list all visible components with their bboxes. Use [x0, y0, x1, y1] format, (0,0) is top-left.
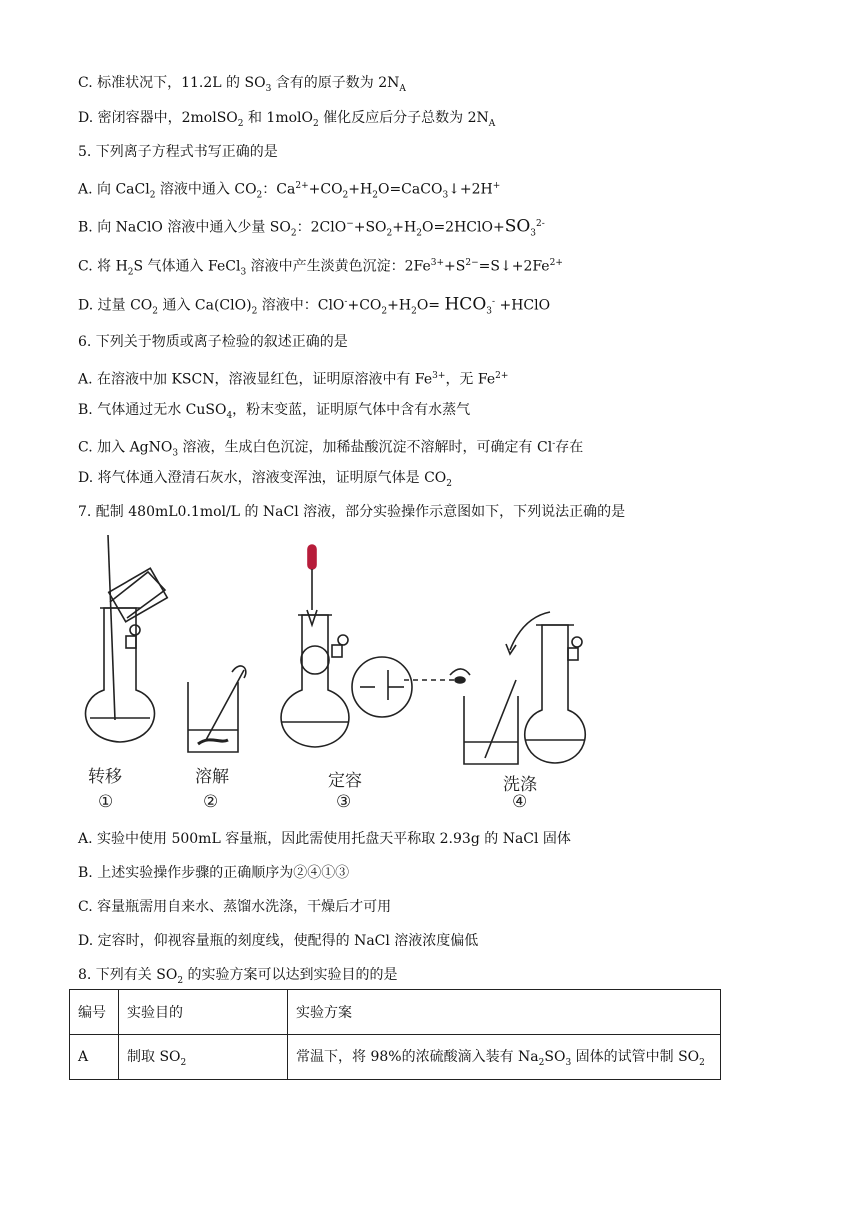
text-fragment: 的实验方案可以达到实验目的的是	[183, 967, 398, 983]
text-fragment: ：Ca	[262, 181, 296, 198]
flask-transfer	[86, 535, 168, 742]
text-line-b7	[78, 863, 349, 883]
text-fragment: 通入 Ca(ClO)	[158, 297, 252, 314]
text-fragment: 3	[530, 228, 537, 239]
text-fragment: +S	[444, 258, 466, 275]
text-fragment: C. 将 H	[78, 258, 128, 275]
text-fragment: 2	[313, 118, 319, 129]
text-fragment: −	[346, 219, 354, 229]
text-fragment: 溶液中产生淡黄色沉淀：2Fe	[246, 258, 431, 275]
text-fragment: 2	[127, 267, 134, 278]
text-fragment: 和 1molO	[243, 110, 313, 126]
step-number: ②	[203, 792, 219, 812]
cell-fragment: 制取 SO	[127, 1049, 181, 1066]
row-id: A	[70, 1035, 119, 1080]
text-fragment: 2+	[295, 181, 309, 191]
cell-fragment: 常温下，将 98%的浓硫酸滴入装有 Na	[296, 1049, 539, 1066]
text-line-q7	[78, 502, 625, 522]
text-fragment: D. 过量 CO	[78, 297, 153, 314]
text-fragment: 2-	[536, 219, 545, 229]
text-fragment: +SO	[353, 219, 387, 236]
text-fragment: 3	[172, 448, 179, 459]
row-plan	[288, 1035, 721, 1080]
text-fragment: 3	[265, 83, 272, 94]
cell-fragment: 3	[565, 1057, 572, 1068]
text-fragment: 2	[446, 478, 452, 489]
header-cell: 编号	[70, 990, 119, 1035]
row-purpose	[119, 1035, 288, 1080]
text-fragment: 2	[256, 190, 263, 201]
text-line-b5	[78, 214, 545, 243]
text-fragment: +H	[387, 297, 412, 314]
text-fragment: 2	[152, 306, 158, 317]
text-fragment: 2	[386, 228, 393, 239]
text-fragment: 2+	[549, 258, 563, 268]
flask-wash	[525, 625, 585, 763]
text-fragment: B. 气体通过无水 CuSO	[78, 402, 227, 418]
text-fragment: 溶液中通入 CO	[155, 181, 257, 198]
cell-fragment: 2	[538, 1057, 545, 1068]
text-fragment: D. 将气体通入澄清石灰水，溶液变浑浊，证明原气体是 CO	[78, 470, 447, 486]
text-line-q5	[78, 142, 278, 162]
beaker-dissolve	[188, 666, 246, 752]
header-cell: 实验方案	[288, 990, 721, 1035]
text-fragment: 4	[226, 410, 233, 421]
text-fragment: 溶液，生成白色沉淀，加稀盐酸沉淀不溶解时，可确定有 Cl	[178, 439, 553, 456]
text-fragment: ：2ClO	[296, 219, 347, 236]
text-fragment: 2	[290, 228, 297, 239]
text-fragment: 2	[381, 306, 388, 317]
step-number: ④	[512, 792, 528, 812]
text-fragment: D. 密闭容器中，2molSO	[78, 110, 238, 126]
text-fragment: +CO	[308, 181, 343, 198]
text-fragment: 2−	[465, 258, 479, 268]
text-fragment: 3	[486, 306, 492, 317]
text-fragment: 6. 下列关于物质或离子检验的叙述正确的是	[78, 334, 348, 350]
text-fragment: 2	[411, 306, 417, 317]
text-fragment: O=	[416, 297, 445, 314]
step-number: ①	[98, 792, 114, 812]
text-fragment: B. 上述实验操作步骤的正确顺序为②④①③	[78, 865, 350, 881]
experiment-table	[69, 989, 721, 1080]
cell-fragment: SO	[544, 1049, 566, 1066]
text-fragment: 2+	[495, 371, 509, 381]
text-line-c6	[78, 434, 583, 463]
text-fragment: +H	[348, 181, 373, 198]
text-fragment: 2	[342, 190, 349, 201]
text-fragment: +HClO	[495, 297, 551, 314]
text-fragment: A	[399, 83, 406, 94]
text-line-a5	[78, 176, 500, 205]
text-fragment: C. 标准状况下，11.2L 的 SO	[78, 75, 266, 91]
text-fragment: 存在	[555, 439, 584, 456]
text-fragment: 催化反应后分子总数为 2N	[318, 110, 489, 126]
text-line-q8	[78, 965, 398, 991]
text-fragment: SO	[504, 216, 531, 237]
text-fragment: 7. 配制 480mL0.1mol/L 的 NaCl 溶液，部分实验操作示意图如下，下列说法正确的是	[78, 504, 626, 520]
beaker-wash	[464, 612, 550, 764]
text-line-c5	[78, 253, 563, 282]
text-fragment: +	[492, 181, 501, 191]
text-fragment: C. 容量瓶需用自来水、蒸馏水洗涤，干燥后才可用	[78, 899, 392, 915]
text-fragment: A. 实验中使用 500mL 容量瓶，因此需使用托盘天平称取 2.93g 的 NaCl 固体	[78, 831, 571, 847]
text-fragment: 3	[442, 190, 449, 201]
text-fragment: -	[344, 297, 348, 307]
text-fragment: 3	[240, 267, 247, 278]
text-fragment: A. 向 CaCl	[78, 181, 150, 198]
text-fragment: 2	[372, 190, 378, 201]
text-fragment: A	[488, 118, 496, 129]
text-fragment: 3+	[432, 371, 446, 381]
magnified-view	[352, 657, 470, 717]
cell-fragment: 固体的试管中制 SO	[571, 1049, 700, 1066]
cell-fragment: 2	[180, 1057, 187, 1068]
text-fragment: 2	[149, 190, 156, 201]
cell-fragment: 2	[699, 1057, 705, 1068]
text-line-d7	[78, 931, 478, 951]
text-fragment: S 气体通入 FeCl	[133, 258, 241, 275]
step-label: 溶解	[195, 767, 229, 787]
text-fragment: 溶液中：ClO	[257, 297, 345, 314]
text-fragment: ，无 Fe	[445, 371, 496, 388]
text-fragment: =S↓+2Fe	[478, 258, 550, 275]
text-line-a6	[78, 366, 508, 390]
text-fragment: 2	[177, 975, 184, 986]
step-number: ③	[336, 792, 352, 812]
text-fragment: O=CaCO	[377, 181, 443, 198]
text-fragment: 含有的原子数为 2N	[271, 75, 400, 91]
step-label: 定容	[328, 771, 362, 791]
text-fragment: C. 加入 AgNO	[78, 439, 173, 456]
text-fragment: O=2HClO+	[421, 219, 505, 236]
text-line-d4	[78, 108, 495, 134]
text-fragment: -	[492, 297, 496, 307]
text-line-d6	[78, 468, 452, 494]
text-fragment: A. 在溶液中加 KSCN，溶液显红色，证明原溶液中有 Fe	[78, 371, 433, 388]
text-fragment: B. 向 NaClO 溶液中通入少量 SO	[78, 219, 291, 236]
text-line-q6	[78, 332, 348, 352]
text-fragment: 2	[237, 118, 244, 129]
text-fragment: 2	[416, 228, 422, 239]
text-fragment: +CO	[347, 297, 382, 314]
step-label: 转移	[88, 767, 122, 787]
text-line-d5	[78, 292, 550, 321]
step-label: 洗涤	[503, 775, 537, 795]
text-fragment: -	[552, 439, 556, 449]
text-fragment: 3+	[430, 258, 445, 268]
text-fragment: ，粉末变蓝，证明原气体中含有水蒸气	[232, 402, 471, 418]
table-row	[70, 1035, 721, 1080]
text-line-b6	[78, 400, 470, 426]
text-line-c4	[78, 73, 406, 99]
text-fragment: D. 定容时，仰视容量瓶的刻度线，使配得的 NaCl 溶液浓度偏低	[78, 933, 479, 949]
text-fragment: 2	[251, 306, 258, 317]
header-cell: 实验目的	[119, 990, 288, 1035]
flask-volume	[281, 545, 349, 747]
text-fragment: +H	[392, 219, 417, 236]
text-fragment: 8. 下列有关 SO	[78, 967, 178, 983]
table-header-row	[70, 990, 721, 1035]
text-fragment: ↓+2H	[448, 181, 493, 198]
text-line-c7	[78, 897, 391, 917]
text-fragment: 5. 下列离子方程式书写正确的是	[78, 144, 278, 160]
text-line-a7	[78, 829, 571, 849]
text-fragment: HCO	[444, 294, 487, 315]
